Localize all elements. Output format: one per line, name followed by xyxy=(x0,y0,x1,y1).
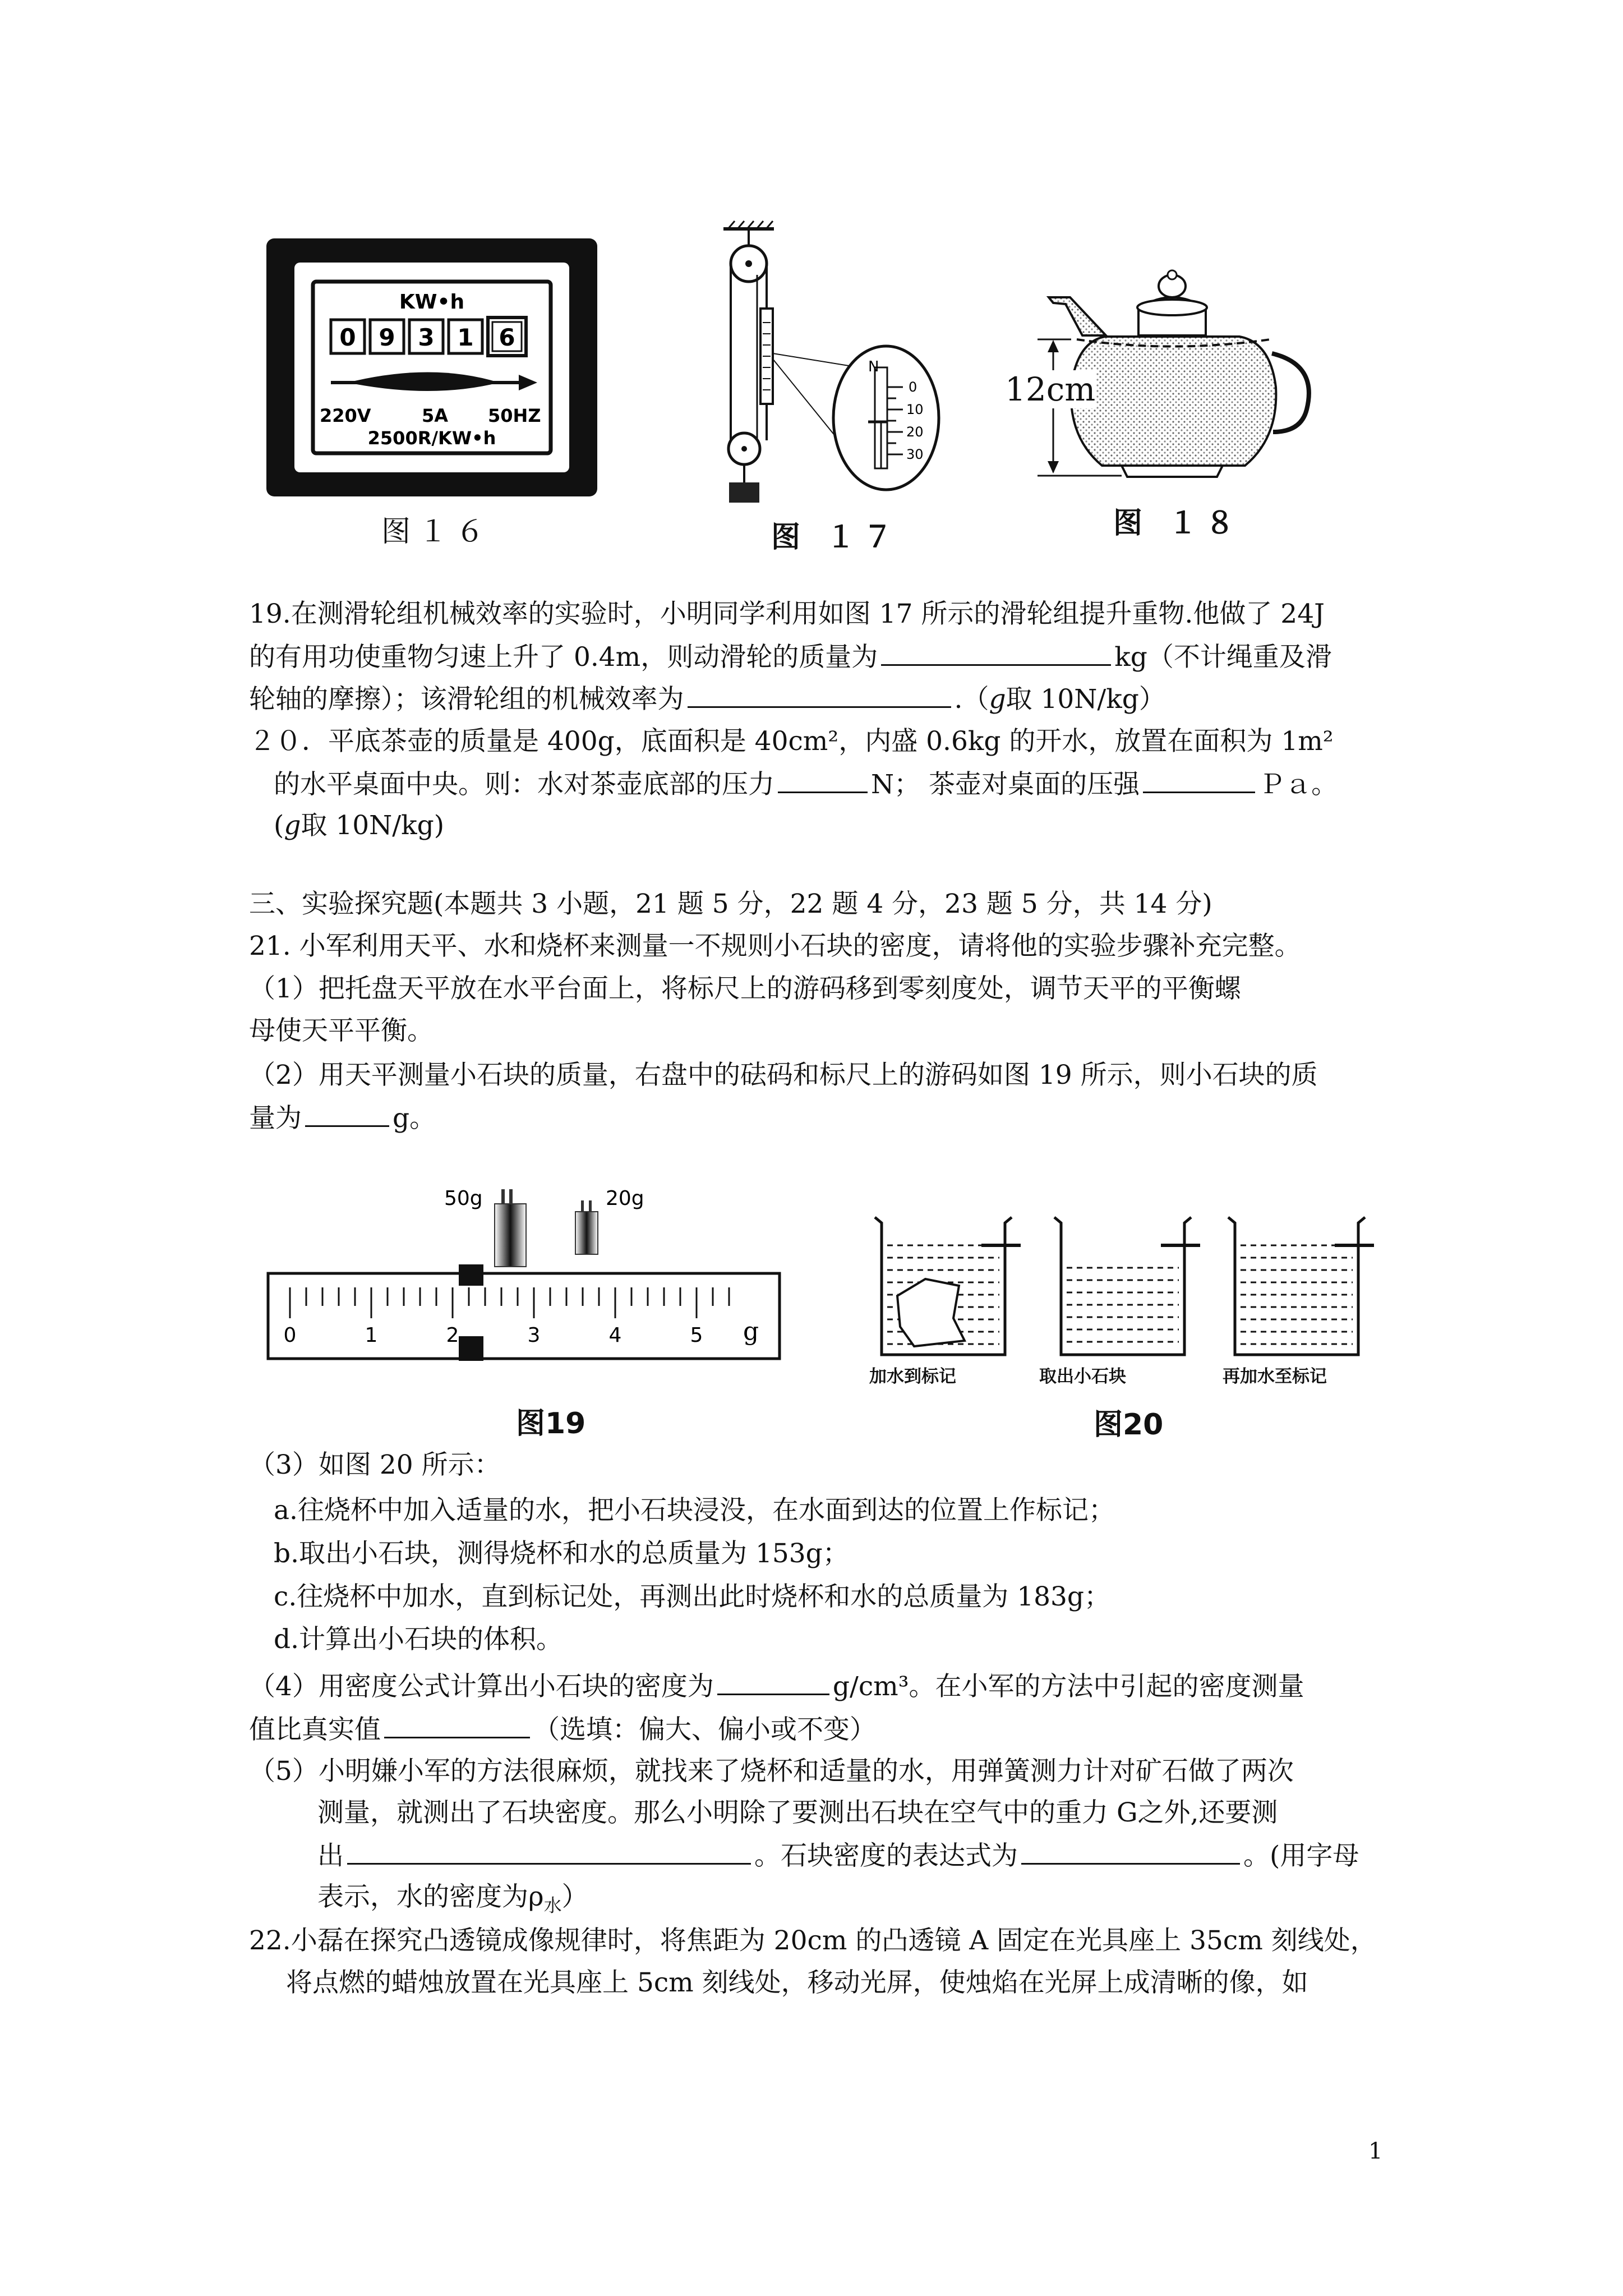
q20-line3: (g取 10N/kg) xyxy=(274,810,445,841)
stone-icon xyxy=(897,1279,965,1346)
meter-voltage: 220V xyxy=(320,405,371,426)
q22-line1: 22.小磊在探究凸透镜成像规律时，将焦距为 20cm 的凸透镜 A 固定在光具座上 35cm 刻线处， xyxy=(249,1925,1377,1956)
q19-line2: 的有用功使重物匀速上升了 0.4m，则动滑轮的质量为 kg（不计绳重及滑 xyxy=(249,639,1332,674)
figure-19-balance xyxy=(264,1178,785,1374)
teapot-height-label: 12cm xyxy=(1005,370,1096,408)
q21-step3b: b.取出小石块，测得烧杯和水的总质量为 153g； xyxy=(274,1538,849,1569)
scale-tick: 20 xyxy=(906,424,924,440)
meter-digit: 6 xyxy=(499,324,515,351)
rider-bottom-icon xyxy=(459,1336,483,1361)
beaker-label: 再加水至标记 xyxy=(1223,1366,1327,1387)
scale-unit: g xyxy=(743,1317,759,1346)
beaker-label: 加水到标记 xyxy=(869,1366,956,1387)
q21-intro: 21. 小军利用天平、水和烧杯来测量一不规则小石块的密度，请将他的实验步骤补充完整。 xyxy=(249,931,1301,961)
scale-tick: 30 xyxy=(906,447,924,462)
q21-step3d: d.计算出小石块的体积。 xyxy=(274,1624,563,1655)
q21-step1-line1: （1）把托盘天平放在水平台面上，将标尺上的游码移到零刻度处，调节天平的平衡螺 xyxy=(249,973,1241,1004)
figure-16-caption: 图１６ xyxy=(381,515,493,549)
meter-digit: 0 xyxy=(339,324,356,351)
q21-step4-line2: 值比真实值 （选填：偏大、偏小或不变） xyxy=(249,1712,876,1747)
q19-line3: 轮轴的摩擦）；该滑轮组的机械效率为 .（g取 10N/kg） xyxy=(249,682,1165,716)
meter-digit: 3 xyxy=(418,324,435,351)
beaker-icon xyxy=(875,1217,1021,1355)
figure-18-teapot xyxy=(1004,241,1329,488)
q21-step2-line2: 量为 g。 xyxy=(249,1101,436,1135)
weight-20g-icon xyxy=(575,1212,598,1254)
weight-20g-label: 20g xyxy=(606,1187,644,1210)
section-3-heading: 三、实验探究题(本题共 3 小题，21 题 5 分，22 题 4 分，23 题 5 分，共 14 分) xyxy=(249,889,1212,919)
answer-blank xyxy=(717,1669,829,1695)
answer-blank xyxy=(688,682,951,708)
rider-top-icon xyxy=(459,1264,483,1286)
meter-current: 5A xyxy=(422,405,449,426)
figure-20-caption: 图20 xyxy=(1094,1408,1164,1442)
q22-line2: 将点燃的蜡烛放置在光具座上 5cm 刻线处，移动光屏，使烛焰在光屏上成清晰的像，如 xyxy=(286,1967,1308,1998)
q21-step1-line2: 母使天平平衡。 xyxy=(249,1015,434,1046)
figure-18-caption: 图 １８ xyxy=(1113,507,1243,540)
page-number: 1 xyxy=(1368,2138,1383,2164)
figure-17-pulley-system xyxy=(712,219,948,522)
scale-tick: 10 xyxy=(906,402,924,417)
meter-digit: 1 xyxy=(457,324,474,351)
beaker-label: 取出小石块 xyxy=(1039,1366,1126,1387)
meter-constant: 2500R/KW•h xyxy=(367,427,496,449)
scale-number: 2 xyxy=(446,1324,459,1347)
figure-20-beakers xyxy=(869,1206,1374,1386)
answer-blank xyxy=(347,1838,751,1865)
meter-digit: 9 xyxy=(379,324,395,351)
figure-19-caption: 图19 xyxy=(516,1407,586,1441)
figure-16-electric-meter xyxy=(264,236,600,499)
scale-number: 1 xyxy=(365,1324,378,1347)
q20-line1: ２０．平底茶壶的质量是 400g，底面积是 40cm²，内盛 0.6kg 的开水，放置在面积为 1m² xyxy=(249,726,1334,757)
scale-number: 4 xyxy=(608,1324,622,1347)
meter-unit: KW•h xyxy=(399,291,465,314)
q21-step3a: a.往烧杯中加入适量的水，把小石块浸没，在水面到达的位置上作标记； xyxy=(274,1495,1115,1526)
q21-step3c: c.往烧杯中加水，直到标记处，再测出此时烧杯和水的总质量为 183g； xyxy=(274,1581,1110,1612)
weight-block-icon xyxy=(729,482,759,503)
meter-frequency: 50HZ xyxy=(488,405,541,426)
q21-step4-line1: （4）用密度公式计算出小石块的密度为 g/cm³。在小军的方法中引起的密度测量 xyxy=(249,1669,1304,1704)
answer-blank xyxy=(778,767,868,793)
figure-17-caption: 图 １７ xyxy=(771,521,901,554)
meter-digits xyxy=(331,318,526,356)
weight-50g-icon xyxy=(495,1204,526,1267)
q21-step3: （3）如图 20 所示： xyxy=(249,1450,501,1480)
scale-number: 5 xyxy=(690,1324,703,1347)
answer-blank xyxy=(1143,767,1255,793)
q21-step2-line1: （2）用天平测量小石块的质量，右盘中的砝码和标尺上的游码如图 19 所示，则小石块的质 xyxy=(249,1060,1318,1091)
beaker-icon xyxy=(1228,1217,1374,1355)
answer-blank xyxy=(1021,1838,1240,1865)
scale-number: 3 xyxy=(527,1324,541,1347)
q20-line2: 的水平桌面中央。则：水对茶壶底部的压力 N； 茶壶对桌面的压强 Ｐａ。 xyxy=(274,767,1338,802)
weight-50g-label: 50g xyxy=(444,1187,483,1210)
q21-step5-line2: 测量，就测出了石块密度。那么小明除了要测出石块在空气中的重力 G之外,还要测 xyxy=(317,1797,1278,1828)
answer-blank xyxy=(881,639,1111,666)
q19-line1: 19.在测滑轮组机械效率的实验时，小明同学利用如图 17 所示的滑轮组提升重物.他做了 24J xyxy=(249,599,1325,629)
q21-step5-line4: 表示，水的密度为$\rho_水$） xyxy=(317,1881,588,1916)
answer-blank xyxy=(305,1101,389,1127)
beaker-icon xyxy=(1054,1217,1200,1355)
scale-unit: N xyxy=(868,358,879,375)
scale-tick: 0 xyxy=(909,379,917,395)
q21-step5-line3: 出 。石块密度的表达式为 。(用字母 xyxy=(317,1838,1359,1873)
answer-blank xyxy=(384,1712,530,1738)
scale-number: 0 xyxy=(283,1324,297,1347)
q21-step5-line1: （5）小明嫌小军的方法很麻烦，就找来了烧杯和适量的水，用弹簧测力计对矿石做了两次 xyxy=(249,1756,1294,1787)
